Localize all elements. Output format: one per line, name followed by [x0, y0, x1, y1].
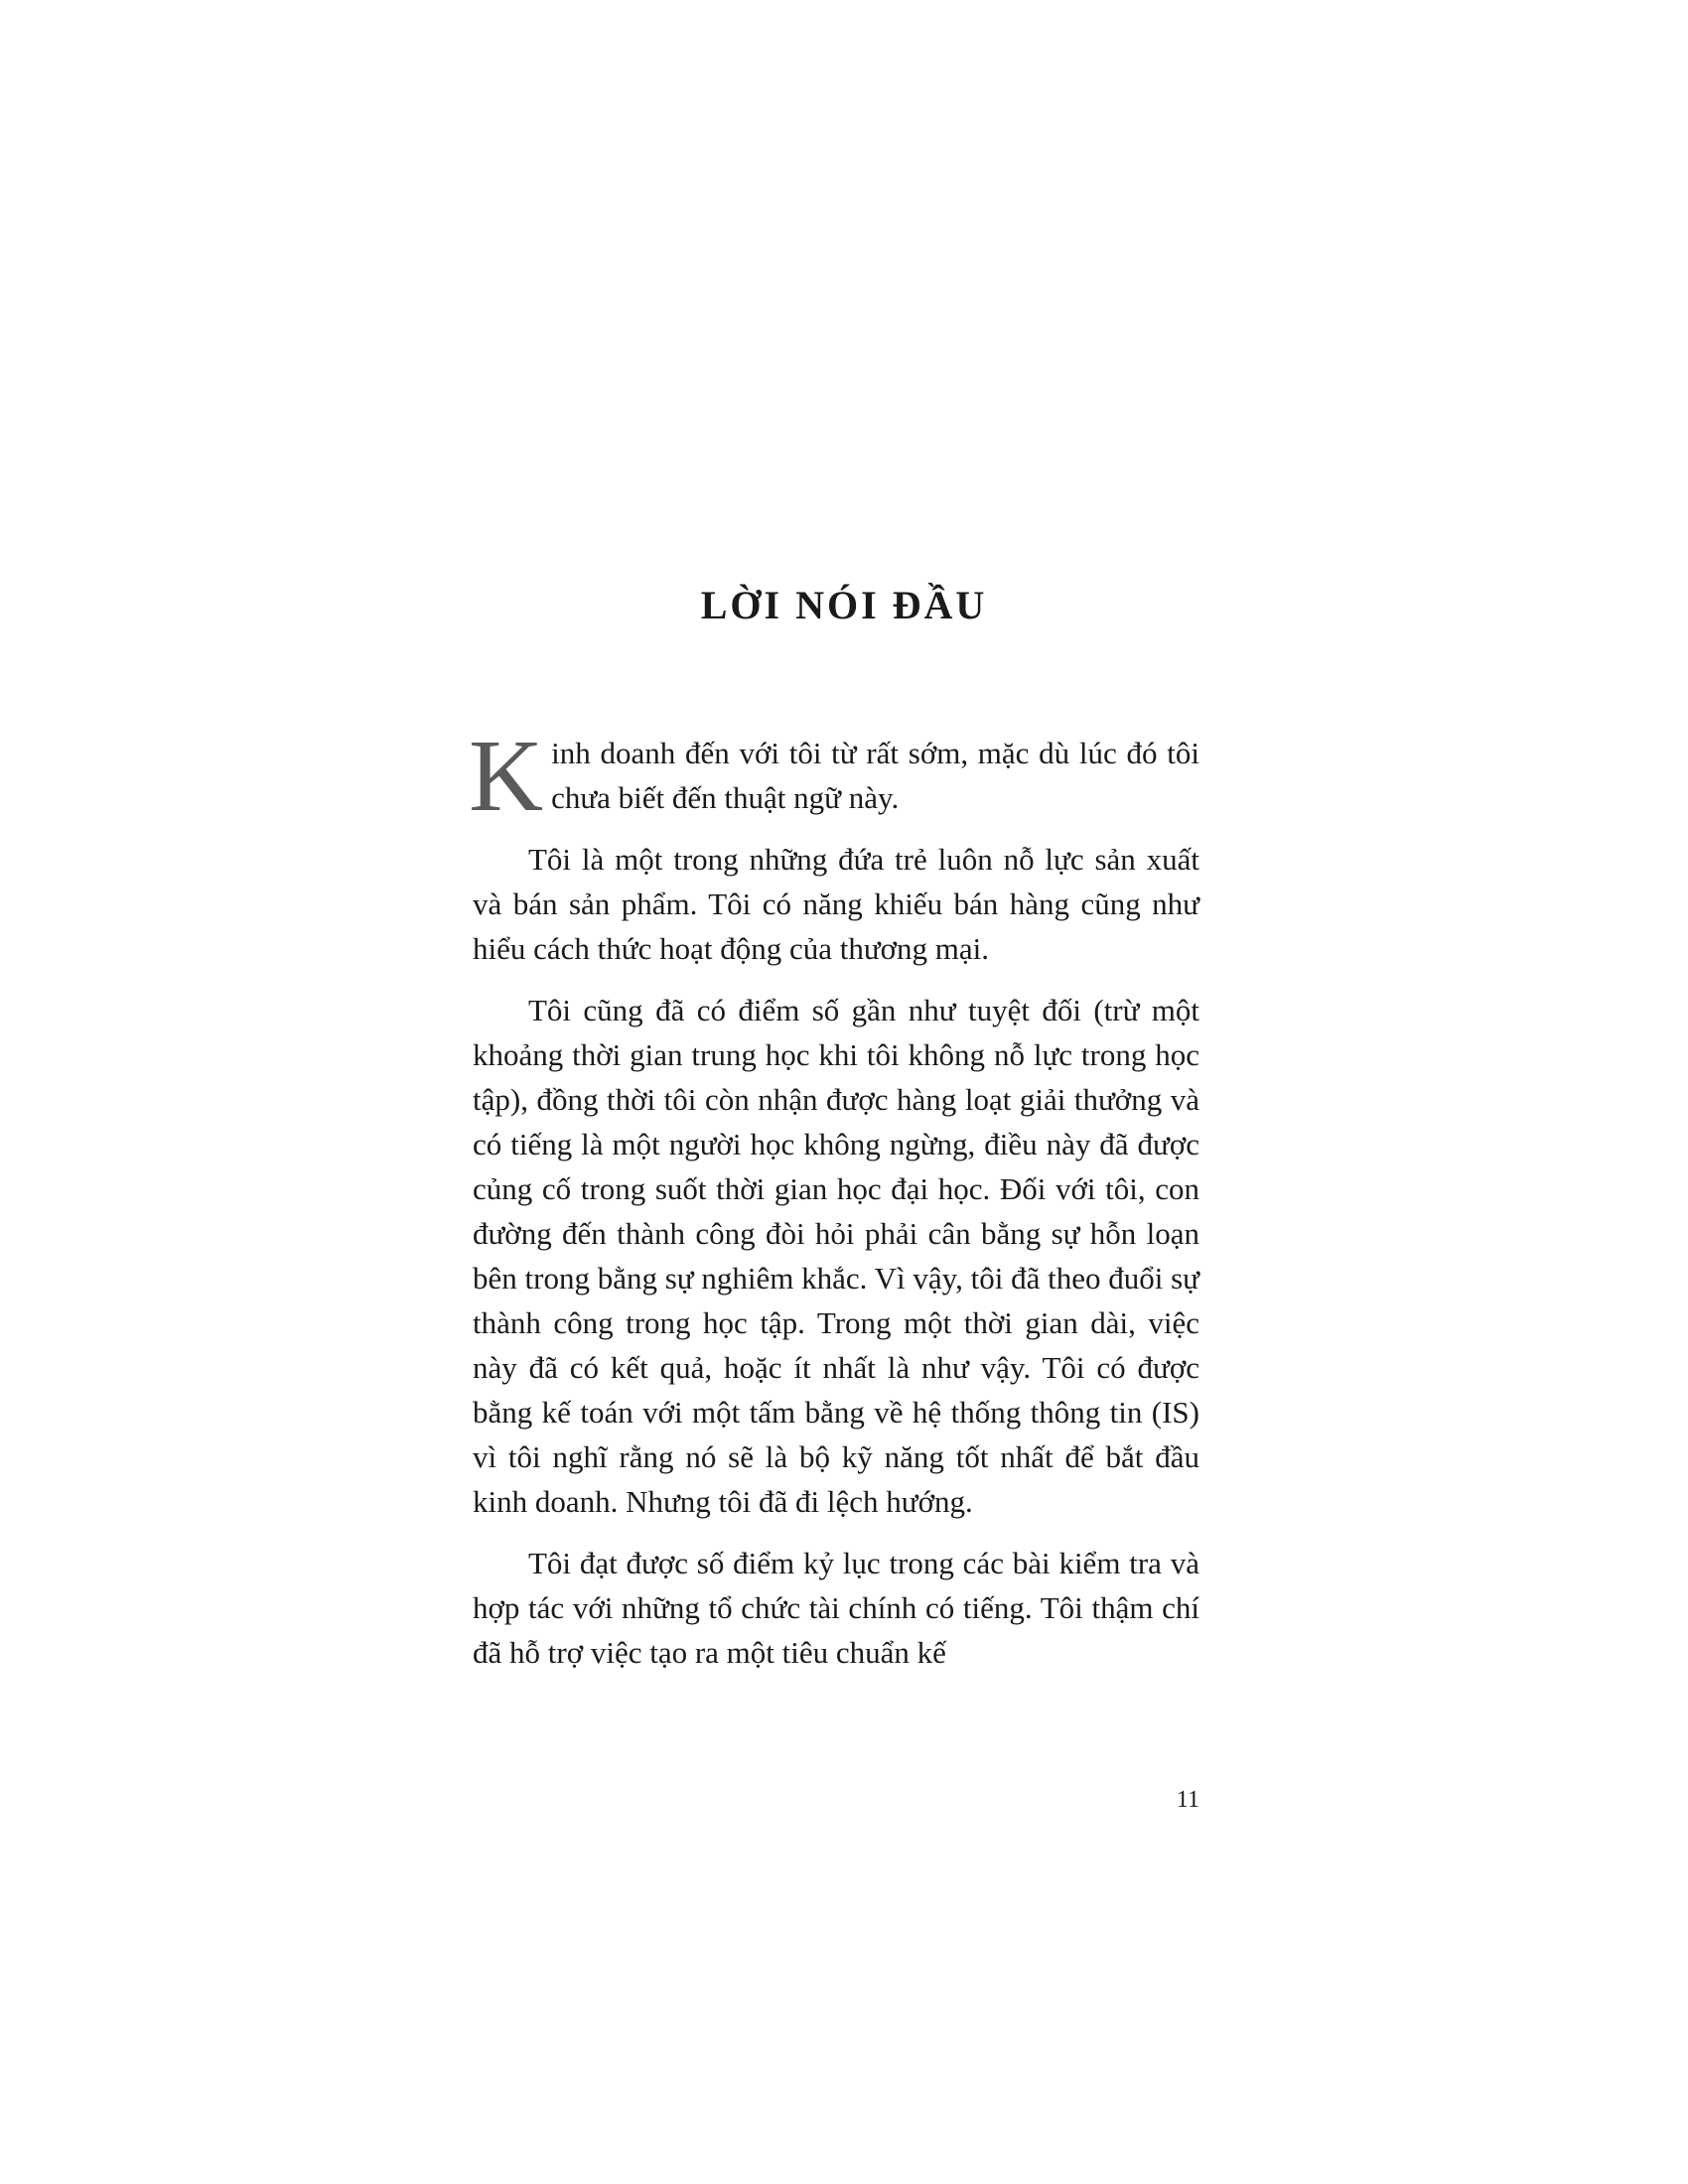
- paragraph-2: Tôi là một trong những đứa trẻ luôn nỗ lực sản xuất và bán sản phẩm. Tôi có năng khiếu bán hàng cũng như hiểu cách thức hoạt động của thương mại.: [473, 842, 1199, 966]
- paragraph-1: [469, 719, 1199, 833]
- paragraph-1-text: inh doanh đến với tôi từ rất sớm, mặc dù lúc đó tôi chưa biết đến thuật ngữ này.: [551, 736, 1199, 815]
- chapter-title: LỜI NÓI ĐẦU: [700, 583, 988, 627]
- drop-cap: K: [469, 719, 544, 833]
- paragraph-3: Tôi cũng đã có điểm số gần như tuyệt đối (trừ một khoảng thời gian trung học khi tôi không nỗ lực trong học tập), đồng thời tôi còn nhận được hàng loạt giải thưởng và có tiếng là một người học không ngừng, điều này đã được củng cố trong suốt thời gian học đại học. Đối với tôi, con đường đến thành công đòi hỏi phải cân bằng sự hỗn loạn bên trong bằng sự nghiêm khắc. Vì vậy, tôi đã theo đuổi sự thành công trong học tập. Trong một thời gian dài, việc này đã có kết quả, hoặc ít nhất là như vậy. Tôi có được bằng kế toán với một tấm bằng về hệ thống thông tin (IS) vì tôi nghĩ rằng nó sẽ là bộ kỹ năng tốt nhất để bắt đầu kinh doanh. Nhưng tôi đã đi lệch hướng.: [473, 993, 1199, 1519]
- page-number: 11: [1176, 1787, 1199, 1813]
- body-text: [469, 719, 1199, 1675]
- paragraph-4: Tôi đạt được số điểm kỷ lục trong các bài kiểm tra và hợp tác với những tổ chức tài chính có tiếng. Tôi thậm chí đã hỗ trợ việc tạo ra một tiêu chuẩn kế: [473, 1546, 1199, 1670]
